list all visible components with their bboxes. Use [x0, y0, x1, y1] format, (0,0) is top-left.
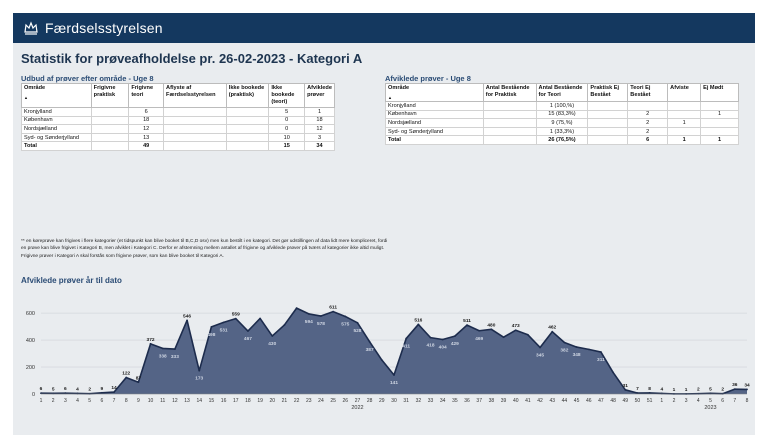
data-point — [137, 381, 139, 383]
x-tick-label: 6 — [100, 398, 104, 404]
data-point — [697, 393, 699, 395]
data-point — [198, 370, 200, 372]
data-label: 1 — [672, 387, 676, 393]
data-point — [284, 324, 286, 326]
column-header-label: Ikke bookede (praktisk) — [228, 85, 265, 98]
data-point — [564, 342, 566, 344]
x-tick-label: 3 — [684, 398, 688, 404]
data-point — [344, 316, 346, 318]
data-label: 467 — [243, 337, 252, 343]
table-cell: 2 — [628, 110, 668, 119]
x-tick-label: 25 — [330, 398, 336, 404]
data-label: 8 — [648, 386, 651, 392]
data-point — [515, 329, 517, 331]
table-cell: København — [386, 110, 484, 119]
x-tick-label: 2 — [672, 398, 676, 404]
data-point — [734, 388, 736, 390]
x-tick-label: 37 — [476, 398, 482, 404]
x-tick-label: 14 — [196, 398, 203, 404]
table-cell: 2 — [628, 119, 668, 128]
table-cell: 1 — [668, 119, 701, 128]
data-point — [417, 324, 419, 326]
x-tick-label: 42 — [537, 398, 543, 404]
column-header-label: Frigivne praktisk — [93, 85, 116, 98]
data-point — [478, 330, 480, 332]
table-cell: 26 (76,5%) — [536, 136, 588, 145]
x-tick-label: 51 — [646, 398, 653, 404]
data-label: 1 — [684, 387, 688, 393]
data-point — [186, 319, 188, 321]
table-cell: 12 — [305, 125, 335, 134]
footnote: ** en køreprøve kan frigives i flere kategorier (et tidspunkt kan blive booket til B,C,D osv) men kun bestilt i en kategori. Det gør udstillingen af data lidt mere kompliceret, fordi en prøve kan blive frigivet i Kategori B, men afviklet i Kategori C. Derfor er afstemning mellem antallet af frigivne og afviklede prøver på tværs af kategorier ikke altid muligt. Frigivne prøver i Kategori A skal forstås som frigivne prøver, som kan blive booket til Kategori A. — [21, 239, 388, 259]
data-point — [600, 351, 602, 353]
x-tick-label: 6 — [721, 398, 725, 404]
x-tick-label: 22 — [293, 398, 300, 404]
column-header-label: Aflyste af Færdselsstyrelsen — [166, 85, 216, 98]
data-label: 6 — [64, 387, 67, 393]
data-label: 594 — [304, 319, 313, 325]
data-point — [442, 339, 444, 341]
data-label: 430 — [268, 342, 277, 348]
x-tick-label: 49 — [622, 398, 629, 404]
x-tick-label: 4 — [76, 398, 79, 404]
data-point — [490, 328, 492, 330]
data-label: 429 — [450, 342, 459, 348]
sort-ascending-icon[interactable]: ▲ — [24, 94, 28, 100]
column-header-label: Område — [388, 85, 410, 91]
data-point — [235, 318, 237, 320]
data-label: 345 — [536, 353, 545, 359]
table-cell: 5 — [269, 107, 305, 116]
data-label: 333 — [170, 355, 179, 361]
data-label: 382 — [560, 348, 569, 354]
x-tick-label: 15 — [208, 398, 215, 404]
x-tick-label: 48 — [610, 398, 616, 404]
x-tick-label: 29 — [379, 398, 385, 404]
x-tick-label: 50 — [634, 398, 641, 404]
data-point — [576, 346, 578, 348]
x-tick-label: 16 — [220, 398, 227, 404]
x-tick-label: 5 — [88, 398, 92, 404]
table-cell: Nordsjælland — [386, 119, 484, 128]
data-label: 418 — [426, 343, 435, 349]
data-label: 611 — [329, 305, 338, 311]
data-label: 511 — [463, 319, 471, 325]
data-point — [466, 324, 468, 326]
x-tick-label: 41 — [525, 398, 531, 404]
x-tick-label: 31 — [403, 398, 409, 404]
table-cell: 13 — [129, 133, 164, 142]
x-tick-label: 8 — [745, 398, 749, 404]
y-tick-label: 0 — [31, 392, 35, 398]
data-label: 4 — [660, 387, 664, 393]
table-cell: Total — [386, 136, 484, 145]
data-label: 531 — [219, 328, 228, 334]
page-title: Statistik for prøveafholdelse pr. 26-02-2023 - Kategori A — [21, 51, 363, 66]
table-cell: 0 — [269, 125, 305, 134]
data-point — [223, 321, 225, 323]
data-point — [332, 311, 334, 313]
data-label: 7 — [636, 387, 639, 393]
sort-ascending-icon[interactable]: ▲ — [388, 94, 392, 100]
table-cell: Total — [22, 142, 92, 151]
data-label: 9 — [100, 386, 104, 392]
data-point — [527, 334, 529, 336]
x-tick-label: 39 — [500, 398, 507, 404]
x-tick-label: 7 — [733, 398, 737, 404]
data-point — [89, 393, 91, 395]
x-tick-label: 24 — [318, 398, 324, 404]
column-header-label: Ej Mødt — [703, 85, 724, 91]
data-point — [357, 322, 359, 324]
data-point — [746, 389, 748, 391]
x-tick-label: 30 — [391, 398, 397, 404]
data-point — [539, 347, 541, 349]
x-tick-label: 10 — [147, 398, 154, 404]
data-label: 2 — [696, 387, 700, 393]
table-cell: 15 (83,3%) — [536, 110, 588, 119]
table-cell: 3 — [305, 133, 335, 142]
data-point — [612, 372, 614, 374]
data-label: 5 — [709, 387, 712, 393]
data-label: 387 — [365, 347, 374, 353]
table-cell: København — [22, 116, 92, 125]
y-tick-label: 200 — [25, 365, 35, 372]
column-header-label: Teori Ej Bestået — [630, 85, 651, 98]
data-point — [405, 338, 407, 340]
data-point — [369, 341, 371, 343]
table-cell: 18 — [305, 116, 335, 125]
data-label: 473 — [511, 324, 520, 330]
x-tick-label: 33 — [427, 398, 434, 404]
x-tick-label: 28 — [366, 398, 373, 404]
data-point — [503, 336, 505, 338]
data-label: 2 — [721, 387, 724, 393]
data-label: 372 — [146, 337, 155, 343]
data-label: 528 — [353, 328, 362, 334]
data-point — [259, 318, 261, 320]
table-cell: 12 — [129, 125, 164, 134]
y-tick-label: 400 — [25, 338, 35, 345]
data-label: 31 — [622, 383, 628, 389]
x-tick-label: 3 — [63, 398, 67, 404]
data-point — [162, 348, 164, 350]
table-cell: 1 (100,%) — [536, 101, 588, 110]
data-label: 578 — [316, 322, 325, 328]
data-point — [271, 335, 273, 337]
data-label: 575 — [341, 322, 350, 328]
data-label: 404 — [438, 345, 447, 351]
year-label: 2022 — [351, 405, 364, 411]
x-tick-label: 36 — [464, 398, 470, 404]
x-tick-label: 9 — [136, 398, 140, 404]
x-tick-label: 47 — [598, 398, 604, 404]
data-point — [588, 348, 590, 350]
data-label: 469 — [475, 336, 484, 342]
data-point — [551, 331, 553, 333]
data-label: 34 — [744, 383, 750, 389]
data-point — [308, 313, 310, 315]
data-point — [320, 315, 322, 317]
column-header-label: Ikke bookede (teori) — [271, 85, 295, 105]
x-tick-label: 5 — [709, 398, 712, 404]
table-cell: Syd- og Sønderjylland — [386, 127, 484, 136]
x-tick-label: 46 — [585, 398, 592, 404]
data-label: 87 — [135, 376, 142, 382]
data-point — [125, 377, 127, 379]
x-tick-label: 12 — [172, 398, 178, 404]
table-cell: Kronjylland — [22, 107, 92, 116]
data-label: 480 — [487, 323, 496, 329]
table-cell: Nordsjælland — [22, 125, 92, 134]
data-point — [393, 374, 395, 376]
column-header-label: Antal Bestående for Praktisk — [485, 85, 530, 98]
table-cell: Kronjylland — [386, 101, 484, 110]
x-tick-label: 4 — [696, 398, 700, 404]
report-panel — [13, 43, 755, 435]
table-cell: 2 — [628, 127, 668, 136]
x-tick-label: 45 — [573, 398, 580, 404]
right-table-heading: Afviklede prøver - Uge 8 — [385, 74, 471, 83]
data-label: 516 — [414, 318, 423, 324]
x-tick-label: 11 — [160, 398, 166, 404]
x-tick-label: 23 — [306, 398, 312, 404]
data-point — [101, 392, 103, 394]
data-label: 546 — [183, 314, 192, 320]
data-label: 462 — [548, 325, 557, 331]
data-point — [113, 391, 115, 393]
x-tick-label: 2 — [51, 398, 55, 404]
column-header-label: Afviklede prøver — [307, 85, 332, 98]
year-label: 2023 — [704, 405, 717, 411]
data-point — [624, 389, 626, 391]
table-cell: 0 — [269, 116, 305, 125]
x-tick-label: 8 — [124, 398, 128, 404]
x-tick-label: 1 — [660, 398, 664, 404]
x-tick-label: 44 — [561, 398, 568, 404]
data-point — [247, 330, 249, 332]
table-cell: 9 (75,%) — [536, 119, 588, 128]
x-tick-label: 35 — [452, 398, 458, 404]
left-table-heading: Udbud af prøver efter område - Uge 8 — [21, 74, 154, 83]
chart-title: Afviklede prøver år til dato — [21, 276, 122, 285]
data-label: 5 — [51, 387, 55, 393]
table-cell: 15 — [269, 142, 305, 151]
data-label: 14 — [111, 386, 117, 392]
data-point — [649, 392, 651, 394]
y-tick-label: 600 — [25, 311, 35, 318]
data-label: 122 — [122, 371, 131, 377]
data-point — [381, 359, 383, 361]
table-cell: 49 — [129, 142, 164, 151]
data-point — [454, 335, 456, 337]
data-label: 6 — [39, 387, 43, 393]
data-label: 36 — [732, 383, 738, 389]
x-tick-label: 13 — [184, 398, 190, 404]
column-header-label: Afviste — [670, 85, 689, 91]
data-point — [722, 393, 724, 395]
x-tick-label: 18 — [245, 398, 251, 404]
data-point — [150, 343, 152, 345]
data-label: 338 — [158, 354, 167, 360]
column-header-label: Praktisk Ej Bestået — [590, 85, 620, 98]
x-tick-label: 34 — [439, 398, 446, 404]
crown-logo-icon — [23, 20, 39, 36]
app-header — [13, 13, 755, 43]
table-cell: Syd- og Sønderjylland — [22, 133, 92, 142]
data-point — [174, 348, 176, 350]
table-cell: 6 — [129, 107, 164, 116]
table-cell: 6 — [628, 136, 668, 145]
data-label: 141 — [389, 380, 399, 386]
column-header-label: Område — [24, 85, 46, 91]
table-cell: 1 — [305, 107, 335, 116]
data-label: 2 — [88, 387, 92, 393]
data-point — [296, 307, 298, 309]
data-point — [637, 392, 639, 394]
x-tick-label: 27 — [354, 398, 361, 404]
x-tick-label: 1 — [39, 398, 43, 404]
x-tick-label: 38 — [488, 398, 495, 404]
data-label: 4 — [76, 387, 79, 393]
completed-tests-chart — [13, 43, 755, 435]
x-tick-label: 20 — [269, 398, 276, 404]
table-cell: 1 (33,3%) — [536, 127, 588, 136]
x-tick-label: 19 — [257, 398, 263, 404]
x-tick-label: 40 — [512, 398, 519, 404]
data-point — [211, 326, 213, 328]
table-cell: 10 — [269, 133, 305, 142]
data-label: 348 — [572, 353, 581, 359]
table-cell: 1 — [668, 136, 701, 145]
data-label: 173 — [195, 376, 204, 382]
data-point — [430, 337, 432, 339]
column-header-label: Antal Bestående for Teori — [538, 85, 583, 98]
x-tick-label: 21 — [281, 398, 288, 404]
table-cell: 18 — [129, 116, 164, 125]
x-tick-label: 43 — [549, 398, 556, 404]
table-cell: 34 — [305, 142, 335, 151]
table-cell: 1 — [701, 136, 739, 145]
column-header-label: Frigivne teori — [131, 85, 154, 98]
x-tick-label: 26 — [342, 398, 349, 404]
data-label: 498 — [207, 332, 216, 338]
data-label: 311 — [597, 358, 605, 364]
x-tick-label: 7 — [112, 398, 116, 404]
brand-name: Færdselsstyrelsen — [45, 20, 163, 36]
table-cell: 1 — [701, 110, 739, 119]
data-label: 411 — [402, 344, 411, 350]
data-label: 559 — [231, 312, 240, 318]
x-tick-label: 17 — [232, 398, 239, 404]
x-tick-label: 32 — [415, 398, 422, 404]
